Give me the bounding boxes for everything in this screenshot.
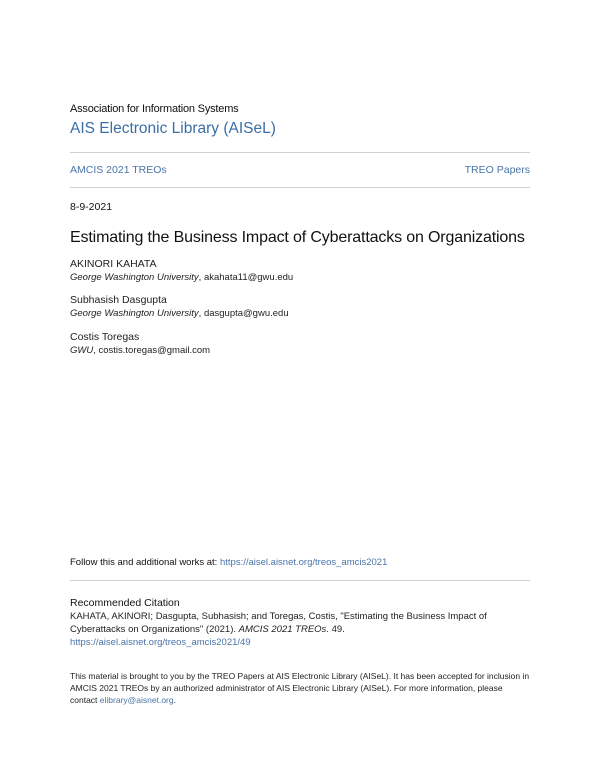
paper-title: Estimating the Business Impact of Cyberattacks on Organizations bbox=[70, 229, 525, 246]
collection-link[interactable]: AMCIS 2021 TREOs bbox=[70, 164, 167, 176]
footer-note bbox=[70, 670, 530, 706]
author-email: costis.toregas@gmail.com bbox=[98, 345, 211, 356]
author-email: dasgupta@gwu.edu bbox=[203, 308, 289, 319]
collection-url-link[interactable]: https://aisel.aisnet.org/treos_amcis2021 bbox=[219, 557, 388, 568]
cover-page bbox=[70, 0, 530, 776]
author-affiliation: GWU, costis.toregas@gmail.com bbox=[70, 345, 211, 356]
author-name: Costis Toregas bbox=[70, 331, 140, 343]
author-entry bbox=[70, 331, 210, 357]
library-link[interactable]: AIS Electronic Library (AISeL) bbox=[70, 120, 276, 137]
divider bbox=[70, 580, 530, 581]
author-affiliation: George Washington University, dasgupta@gwu.edu bbox=[70, 308, 289, 319]
series-link[interactable]: TREO Papers bbox=[464, 164, 530, 176]
follow-line bbox=[70, 557, 387, 568]
organization-name: Association for Information Systems bbox=[70, 103, 239, 115]
citation-url-link[interactable]: https://aisel.aisnet.org/treos_amcis2021/49 bbox=[70, 637, 251, 648]
contact-email-link[interactable]: elibrary@aisnet.org bbox=[99, 695, 174, 705]
citation-heading: Recommended Citation bbox=[70, 597, 180, 609]
affiliation: George Washington University bbox=[70, 272, 199, 283]
author-entry bbox=[70, 294, 289, 320]
publication-date: 8-9-2021 bbox=[70, 201, 113, 213]
author-name: AKINORI KAHATA bbox=[70, 258, 157, 270]
divider bbox=[70, 187, 530, 188]
citation-body bbox=[70, 610, 530, 649]
author-email: akahata11@gwu.edu bbox=[203, 272, 294, 283]
divider bbox=[70, 152, 530, 153]
author-affiliation: George Washington University, akahata11@gwu.edu bbox=[70, 272, 294, 283]
affiliation: George Washington University bbox=[70, 308, 199, 319]
collection-nav bbox=[70, 164, 530, 176]
citation-venue: AMCIS 2021 TREOs bbox=[238, 624, 327, 635]
follow-text: Follow this and additional works at: bbox=[70, 557, 220, 568]
footer-end: . bbox=[173, 695, 176, 705]
citation-text: KAHATA, AKINORI; Dasgupta, Subhasish; and Toregas, Costis, "Estimating the Business Impact of Cyberattacks on Organizations" (2021). bbox=[70, 611, 487, 635]
footer-text: This material is brought to you by the TREO Papers at AIS Electronic Library (AISeL). It has been accepted for inclusion in AMCIS 2021 TREOs by an authorized administrator of AIS Electronic Library (AISeL). For more information, please contact bbox=[70, 671, 530, 705]
affiliation: GWU bbox=[70, 345, 94, 356]
author-entry bbox=[70, 258, 293, 284]
citation-number: . 49. bbox=[326, 624, 345, 635]
author-name: Subhasish Dasgupta bbox=[70, 294, 167, 306]
